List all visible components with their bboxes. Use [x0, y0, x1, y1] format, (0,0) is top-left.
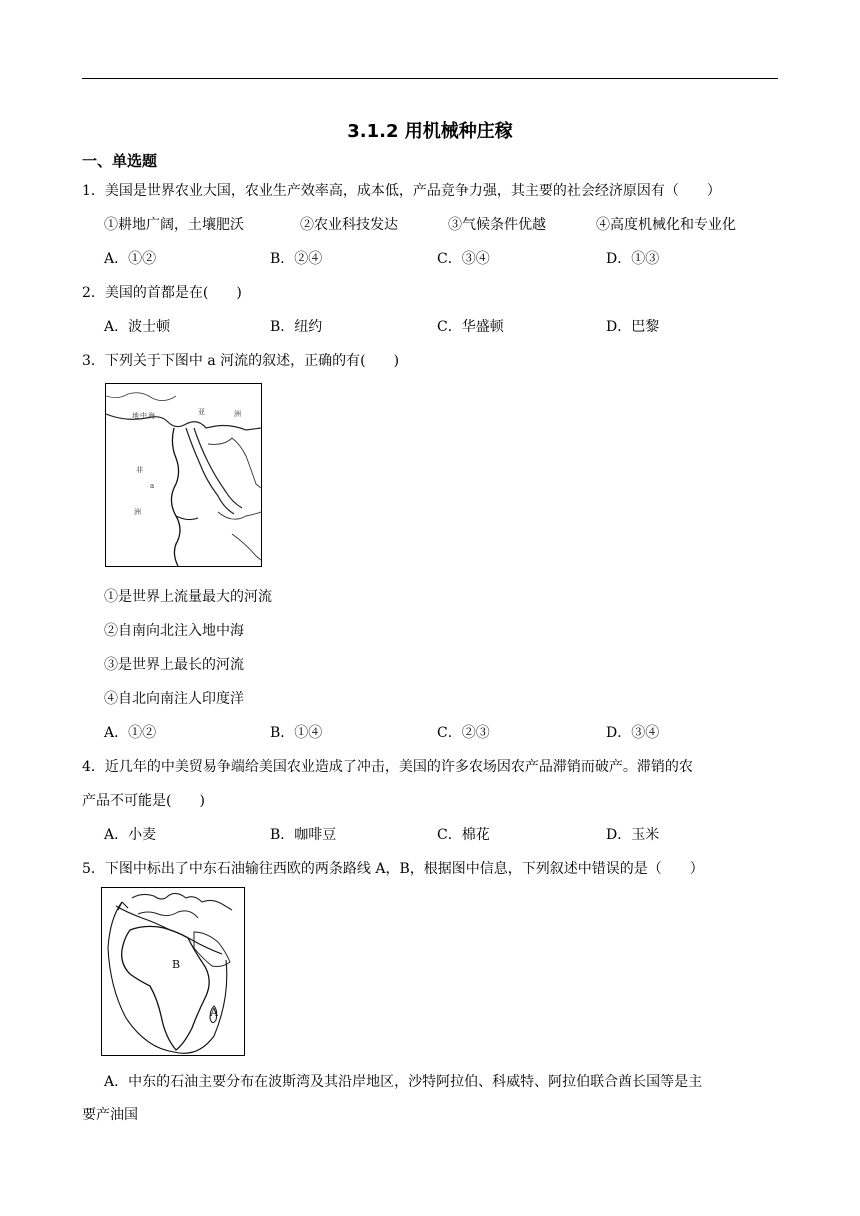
nile-region-map — [105, 383, 262, 567]
q3-option-c[interactable]: C．②③ — [437, 725, 490, 741]
q1-item-3: ③气候条件优越 — [448, 217, 546, 233]
q3-item-2: ②自南向北注入地中海 — [104, 623, 244, 639]
route-a-label: A — [210, 1006, 218, 1019]
q2-option-a[interactable]: A．波士顿 — [104, 319, 171, 335]
q4-option-a[interactable]: A．小麦 — [104, 827, 157, 843]
question-4-stem-line1: 4．近几年的中美贸易争端给美国农业造成了冲击，美国的许多农场因农产品滞销而破产。滞销的农 — [82, 759, 693, 775]
q2-option-d[interactable]: D．巴黎 — [606, 319, 660, 335]
q3-item-3: ③是世界上最长的河流 — [104, 657, 244, 673]
q1-option-d[interactable]: D．①③ — [606, 251, 660, 267]
nile-map-drawing — [106, 384, 261, 566]
map-label-di: 地 — [132, 412, 139, 420]
q5-option-a-line2: 要产油国 — [82, 1107, 138, 1123]
q4-option-b[interactable]: B．咖啡豆 — [270, 827, 337, 843]
map-label-zhou-asia: 洲 — [234, 410, 241, 418]
page-title: 3.1.2 用机械种庄稼 — [347, 121, 513, 142]
header-rule — [82, 78, 778, 79]
question-1-stem: 1．美国是世界农业大国，农业生产效率高，成本低，产品竞争力强，其主要的社会经济原因有（ ） — [82, 183, 721, 199]
section-heading: 一、单选题 — [82, 152, 158, 170]
q3-option-a[interactable]: A．①② — [104, 725, 157, 741]
q1-item-2: ②农业科技发达 — [300, 217, 398, 233]
q3-item-4: ④自北向南注人印度洋 — [104, 691, 244, 707]
q2-option-c[interactable]: C．华盛顿 — [437, 319, 504, 335]
q1-item-4: ④高度机械化和专业化 — [596, 217, 736, 233]
map-label-zhou-africa: 洲 — [134, 508, 141, 516]
q1-item-1: ①耕地广阔，土壤肥沃 — [104, 217, 244, 233]
q1-option-c[interactable]: C．③④ — [437, 251, 490, 267]
q1-option-b[interactable]: B．②④ — [270, 251, 323, 267]
q4-option-d[interactable]: D．玉米 — [606, 827, 660, 843]
q3-option-d[interactable]: D．③④ — [606, 725, 660, 741]
q4-option-c[interactable]: C．棉花 — [437, 827, 490, 843]
oil-route-drawing — [102, 888, 244, 1055]
q3-item-1: ①是世界上流量最大的河流 — [104, 589, 272, 605]
question-3-stem: 3．下列关于下图中 a 河流的叙述，正确的有( ) — [82, 353, 400, 369]
question-4-stem-line2: 产品不可能是( ) — [82, 793, 205, 809]
q2-option-b[interactable]: B．纽约 — [270, 319, 323, 335]
map-label-hai: 海 — [148, 412, 155, 420]
map-label-fei: 非 — [136, 466, 143, 474]
question-5-stem: 5．下图中标出了中东石油输往西欧的两条路线 A，B，根据图中信息，下列叙述中错误的是（ ） — [82, 861, 704, 877]
oil-route-map — [101, 887, 245, 1056]
question-2-stem: 2．美国的首都是在( ) — [82, 285, 242, 301]
map-label-ya: 亚 — [198, 408, 205, 416]
q5-option-a-line1[interactable]: A．中东的石油主要分布在波斯湾及其沿岸地区，沙特阿拉伯、科威特、阿拉伯联合酋长国等是主 — [104, 1074, 703, 1090]
q1-option-a[interactable]: A．①② — [104, 251, 157, 267]
q3-option-b[interactable]: B．①④ — [270, 725, 323, 741]
map-label-river-a: a — [150, 482, 155, 490]
map-label-zhong: 中 — [140, 412, 147, 420]
route-b-label: B — [172, 958, 181, 971]
